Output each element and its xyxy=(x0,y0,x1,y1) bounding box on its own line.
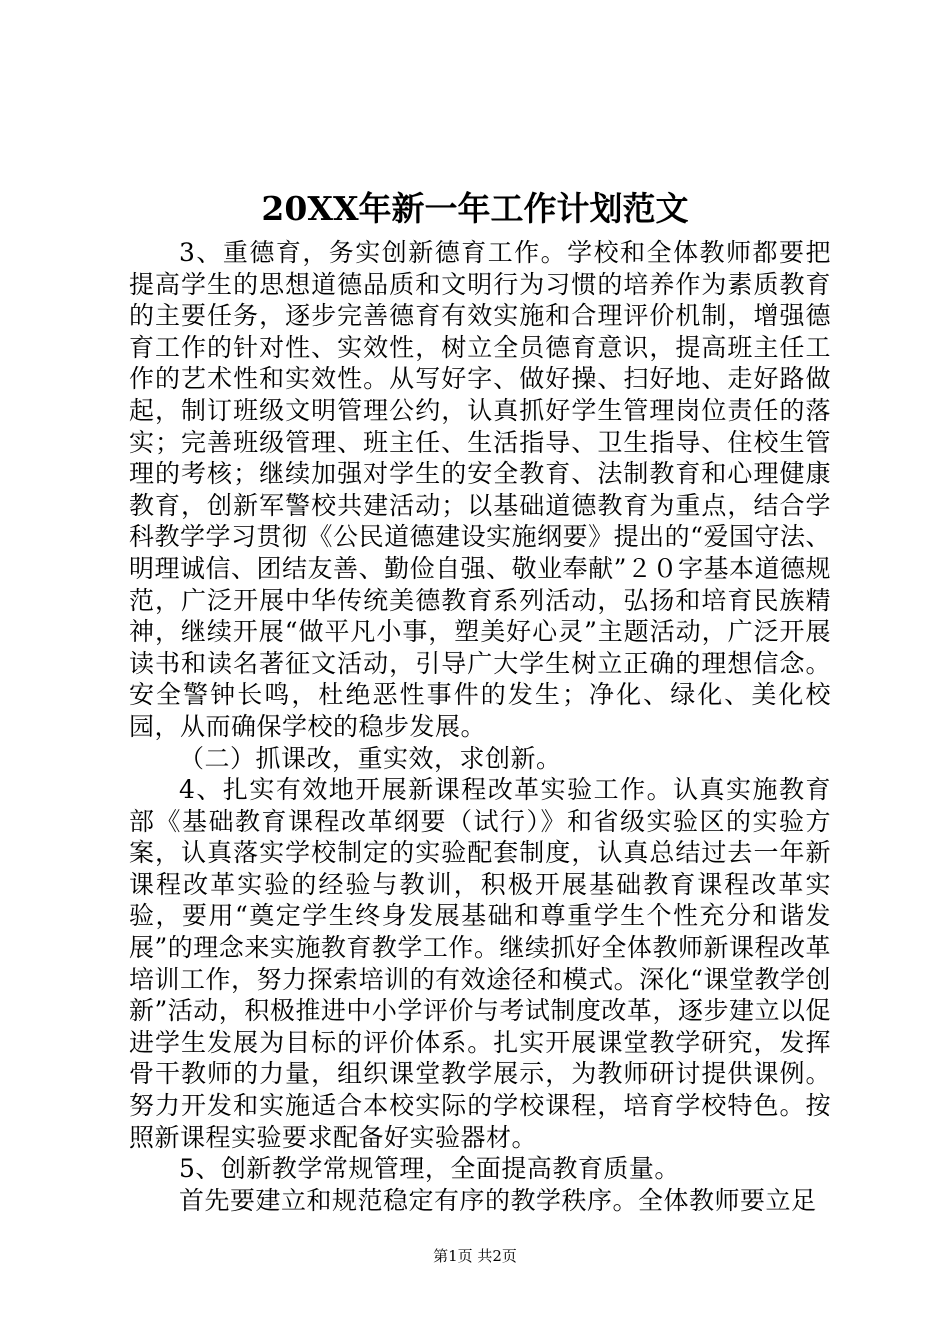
section-heading-curriculum-reform: （二）抓课改，重实效，求创新。 xyxy=(179,743,562,773)
page-number-footer: 第1页 共2页 xyxy=(433,1247,517,1265)
paragraph-moral-education: 3、重德育，务实创新德育工作。学校和全体教师都要把提高学生的思想道德品质和文明行为习惯的培养作为素质教育的主要任务，逐步完善德育有效实施和合理评价机制，增强德育工作的针对性、实效性，树立全员德育意识，提高班主任工作的艺术性和实效性。从写好字、做好操、扫好地、走好路做起，制订班级文明管理公约，认真抓好学生管理岗位责任的落实；完善班级管理、班主任、生活指导、卫生指导、住校生管理的考核；继续加强对学生的安全教育、法制教育和心理健康教育，创新军警校共建活动；以基础道德教育为重点，结合学科教学学习贯彻《公民道德建设实施纲要》提出的“爱国守法、明理诚信、团结友善、勤俭自强、敬业奉献”２０字基本道德规范，广泛开展中华传统美德教育系列活动，弘扬和培育民族精神，继续开展“做平凡小事，塑美好心灵”主题活动，广泛开展读书和读名著征文活动，引导广大学生树立正确的理想信念。安全警钟长鸣，杜绝恶性事件的发生；净化、绿化、美化校园，从而确保学校的稳步发展。 xyxy=(129,238,831,741)
paragraph-teaching-management-heading: 5、创新教学常规管理，全面提高教育质量。 xyxy=(179,1154,680,1184)
paragraph-curriculum-reform: 4、扎实有效地开展新课程改革实验工作。认真实施教育部《基础教育课程改革纲要（试行）》和省级实验区的实验方案，认真落实学校制定的实验配套制度，认真总结过去一年新课程改革实验的经验与教训，积极开展基础教育课程改革实验，要用“奠定学生终身发展基础和尊重学生个性充分和谐发展”的理念来实施教育教学工作。继续抓好全体教师新课程改革培训工作，努力探索培训的有效途径和模式。深化“课堂教学创新”活动，积极推进中小学评价与考试制度改革，逐步建立以促进学生发展为目标的评价体系。扎实开展课堂教学研究，发挥骨干教师的力量，组织课堂教学展示，为教师研讨提供课例。努力开发和实施适合本校实际的学校课程，培育学校特色。按照新课程实验要求配备好实验器材。 xyxy=(129,775,831,1152)
document-title: 20XX年新一年工作计划范文 xyxy=(261,189,689,228)
paragraph-teaching-order: 首先要建立和规范稳定有序的教学秩序。全体教师要立足 xyxy=(179,1185,817,1215)
document-body xyxy=(129,237,831,1216)
